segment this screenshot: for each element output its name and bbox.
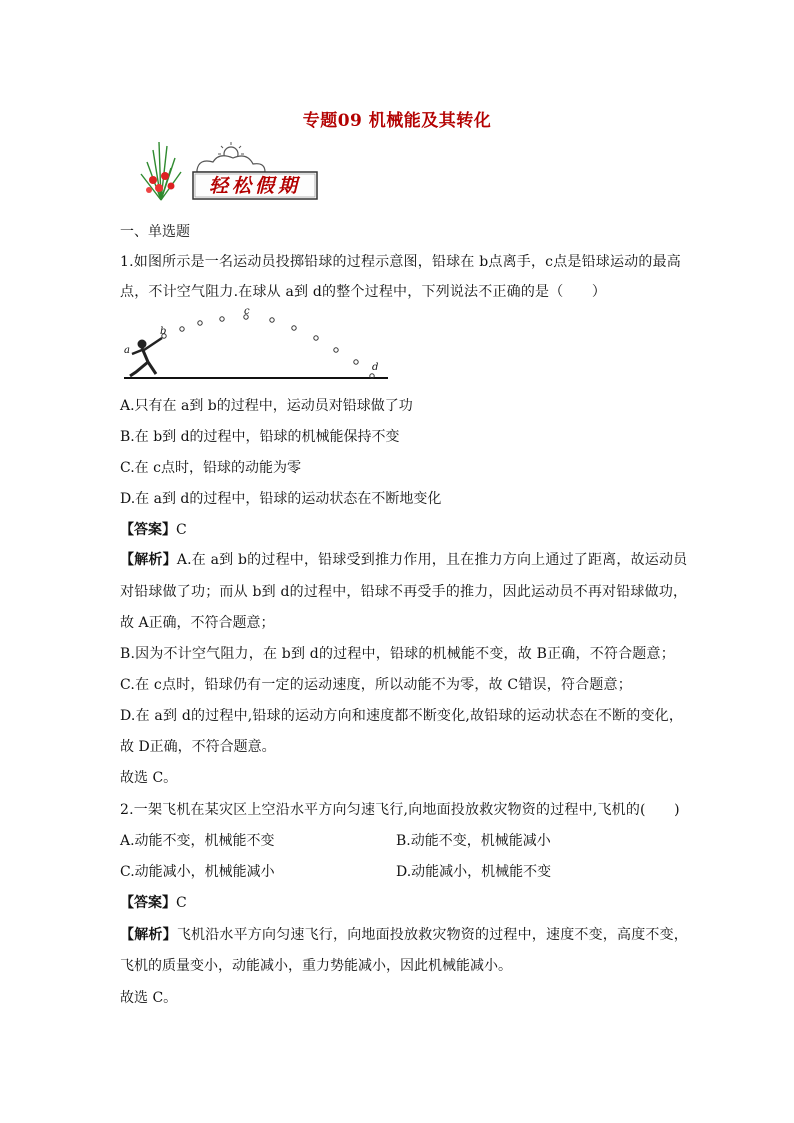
q1-analysis-line1: 【解析】A.在 a到 b的过程中，铅球受到推力作用，且在推力方向上通过了距离，故运动员 — [120, 552, 688, 568]
q2-stem: 2.一架飞机在某灾区上空沿水平方向匀速飞行,向地面投放救灾物资的过程中,飞机的( ) — [120, 802, 680, 818]
q1-analysis-line6: D.在 a到 d的过程中,铅球的运动方向和速度都不断变化,故铅球的运动状态在不断的变化， — [120, 708, 684, 724]
q1-answer — [120, 520, 187, 540]
label-c: c — [244, 306, 250, 317]
analysis-tag: 【解析】 — [120, 552, 177, 568]
label-d: d — [372, 362, 379, 373]
holiday-banner — [133, 140, 323, 202]
label-b: b — [160, 326, 167, 337]
q1-option-b: B.在 b到 d的过程中，铅球的机械能保持不变 — [120, 429, 400, 445]
analysis-tag: 【解析】 — [120, 927, 177, 943]
answer-value: C — [176, 522, 187, 538]
q1-analysis-line2: 对铅球做了功；而从 b到 d的过程中，铅球不再受手的推力，因此运动员不再对铅球做功， — [120, 584, 688, 600]
q1-conclusion: 故选 C。 — [120, 770, 178, 786]
q1-option-a: A.只有在 a到 b的过程中，运动员对铅球做了功 — [120, 398, 413, 414]
q2-analysis-line2: 飞机的质量变小，动能减小，重力势能减小，因此机械能减小。 — [120, 958, 512, 974]
athlete-icon — [130, 338, 162, 376]
q1-stem-line1: 1.如图所示是一名运动员投掷铅球的过程示意图，铅球在 b点离手，c点是铅球运动的最高 — [120, 254, 682, 270]
answer-tag: 【答案】 — [120, 895, 176, 911]
q1-analysis-line4: B.因为不计空气阻力，在 b到 d的过程中，铅球的机械能不变，故 B正确，不符合题意； — [120, 646, 675, 662]
answer-tag: 【答案】 — [120, 522, 176, 538]
q2-option-c: C.动能减小，机械能减小 — [120, 864, 275, 880]
label-a: a — [124, 345, 130, 356]
q1-option-c: C.在 c点时，铅球的动能为零 — [120, 460, 301, 476]
q2-answer — [120, 893, 187, 913]
page-title: 专题09 机械能及其转化 — [302, 111, 492, 131]
section-heading: 一、单选题 — [120, 224, 190, 240]
shot-put-diagram — [120, 306, 392, 386]
q2-conclusion: 故选 C。 — [120, 990, 178, 1006]
answer-value: C — [176, 895, 187, 911]
q1-option-d: D.在 a到 d的过程中，铅球的运动状态在不断地变化 — [120, 491, 442, 507]
q2-analysis-line1: 【解析】飞机沿水平方向匀速飞行，向地面投放救灾物资的过程中，速度不变，高度不变， — [120, 927, 689, 943]
q2-option-d: D.动能减小，机械能不变 — [396, 864, 552, 880]
q1-analysis-line7: 故 D正确，不符合题意。 — [120, 739, 276, 755]
q2-option-b: B.动能不变，机械能减小 — [396, 833, 551, 849]
q1-stem-line2: 点，不计空气阻力.在球从 a到 d的整个过程中，下列说法不正确的是（ ） — [120, 284, 607, 300]
q1-analysis-line3: 故 A正确，不符合题意； — [120, 615, 275, 631]
q1-analysis-line5: C.在 c点时，铅球仍有一定的运动速度，所以动能不为零，故 C错误，符合题意； — [120, 677, 632, 693]
q2-option-a: A.动能不变，机械能不变 — [120, 833, 275, 849]
banner-label: 轻松假期 — [208, 175, 301, 197]
